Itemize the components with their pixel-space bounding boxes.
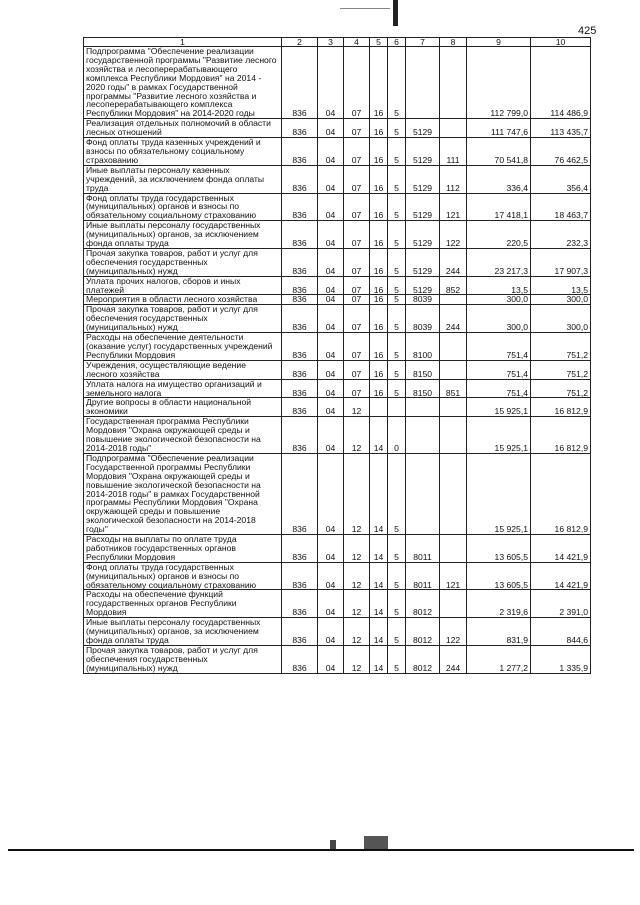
table-row (84, 398, 591, 417)
row-value-cell: 122 (440, 618, 467, 646)
row-name-cell: Уплата налога на имущество организаций и земельного налога (84, 379, 282, 398)
row-value-cell: 2 319,6 (467, 590, 531, 618)
scan-artifact-top (393, 0, 398, 26)
row-name-cell: Расходы на обеспечение функций государственных органов Республики Мордовия (84, 590, 282, 618)
table-row (84, 138, 591, 166)
row-value-cell: 836 (282, 645, 318, 673)
row-value-cell: 16 (370, 305, 388, 333)
row-value-cell: 836 (282, 138, 318, 166)
row-value-cell: 751,4 (467, 379, 531, 398)
table-row (84, 276, 591, 295)
row-value-cell: 04 (318, 305, 344, 333)
row-value-cell: 8039 (406, 305, 440, 333)
row-value-cell: 111 747,6 (467, 119, 531, 138)
row-value-cell: 1 335,9 (531, 645, 591, 673)
table-header (84, 38, 591, 47)
row-value-cell: 12 (344, 398, 370, 417)
row-value-cell: 16 (370, 276, 388, 295)
table-row (84, 193, 591, 221)
row-value-cell: 04 (318, 360, 344, 379)
row-value-cell: 114 486,9 (531, 47, 591, 119)
row-value-cell: 356,4 (531, 165, 591, 193)
row-value-cell: 13 605,5 (467, 535, 531, 563)
row-value-cell: 13,5 (467, 276, 531, 295)
row-value-cell (440, 295, 467, 305)
row-value-cell: 5 (388, 295, 406, 305)
row-name-cell: Фонд оплаты труда государственных (муниципальных) органов и взносы по обязательному социальному страхованию (84, 193, 282, 221)
row-value-cell: 16 (370, 165, 388, 193)
row-value-cell: 15 925,1 (467, 398, 531, 417)
row-value-cell: 04 (318, 221, 344, 249)
row-value-cell: 04 (318, 453, 344, 534)
row-value-cell: 07 (344, 305, 370, 333)
row-value-cell: 244 (440, 305, 467, 333)
row-value-cell: 76 462,5 (531, 138, 591, 166)
row-value-cell: 07 (344, 248, 370, 276)
budget-table (83, 37, 591, 674)
row-value-cell: 5129 (406, 248, 440, 276)
row-value-cell: 16 (370, 379, 388, 398)
row-value-cell: 836 (282, 453, 318, 534)
row-value-cell: 0 (388, 417, 406, 454)
row-name-cell: Реализация отдельных полномочий в области лесных отношений (84, 119, 282, 138)
row-value-cell: 04 (318, 47, 344, 119)
row-value-cell (440, 417, 467, 454)
scan-artifact-bottom (364, 836, 388, 849)
row-value-cell: 5129 (406, 138, 440, 166)
row-value-cell: 12 (344, 453, 370, 534)
row-value-cell: 8150 (406, 360, 440, 379)
row-value-cell (440, 47, 467, 119)
row-name-cell: Фонд оплаты труда государственных (муниципальных) органов и взносы по обязательному социальному страхованию (84, 562, 282, 590)
row-value-cell: 5129 (406, 221, 440, 249)
row-value-cell: 1 277,2 (467, 645, 531, 673)
row-value-cell: 5 (388, 47, 406, 119)
row-value-cell: 844,6 (531, 618, 591, 646)
col-header: 5 (370, 38, 388, 47)
row-value-cell: 111 (440, 138, 467, 166)
row-value-cell: 836 (282, 590, 318, 618)
row-name-cell: Иные выплаты персоналу государственных (муниципальных) органов, за исключением фонда оплаты труда (84, 221, 282, 249)
row-value-cell: 300,0 (531, 305, 591, 333)
row-value-cell: 04 (318, 535, 344, 563)
row-name-cell: Прочая закупка товаров, работ и услуг для обеспечения государственных (муниципальных) нужд (84, 248, 282, 276)
row-value-cell: 836 (282, 398, 318, 417)
table-row (84, 295, 591, 305)
row-value-cell: 16 (370, 295, 388, 305)
row-value-cell: 5 (388, 193, 406, 221)
row-value-cell: 8011 (406, 562, 440, 590)
row-value-cell: 5 (388, 138, 406, 166)
row-value-cell: 07 (344, 360, 370, 379)
row-value-cell: 8150 (406, 379, 440, 398)
row-value-cell (406, 47, 440, 119)
row-value-cell: 300,0 (467, 305, 531, 333)
page-bottom-rule (8, 849, 634, 851)
row-value-cell: 13,5 (531, 276, 591, 295)
row-value-cell: 04 (318, 590, 344, 618)
table-row (84, 248, 591, 276)
row-value-cell (370, 398, 388, 417)
row-value-cell: 836 (282, 119, 318, 138)
row-name-cell: Иные выплаты персоналу казенных учреждений, за исключением фонда оплаты труда (84, 165, 282, 193)
row-value-cell (388, 398, 406, 417)
row-value-cell: 751,2 (531, 379, 591, 398)
row-name-cell: Иные выплаты персоналу государственных (муниципальных) органов, за исключением фонда оплаты труда (84, 618, 282, 646)
row-value-cell: 07 (344, 119, 370, 138)
row-value-cell: 121 (440, 193, 467, 221)
row-value-cell: 5129 (406, 165, 440, 193)
row-value-cell: 836 (282, 276, 318, 295)
row-value-cell: 5 (388, 618, 406, 646)
row-value-cell: 112 (440, 165, 467, 193)
row-value-cell: 07 (344, 295, 370, 305)
row-value-cell: 5 (388, 535, 406, 563)
row-value-cell: 15 925,1 (467, 417, 531, 454)
row-value-cell (440, 333, 467, 361)
row-value-cell: 751,2 (531, 333, 591, 361)
row-value-cell: 300,0 (467, 295, 531, 305)
row-value-cell: 836 (282, 417, 318, 454)
row-value-cell: 836 (282, 618, 318, 646)
row-value-cell: 23 217,3 (467, 248, 531, 276)
row-value-cell: 232,3 (531, 221, 591, 249)
row-value-cell: 5 (388, 562, 406, 590)
row-value-cell: 15 925,1 (467, 453, 531, 534)
row-value-cell: 836 (282, 248, 318, 276)
row-value-cell (440, 535, 467, 563)
table-row (84, 618, 591, 646)
row-name-cell: Прочая закупка товаров, работ и услуг для обеспечения государственных (муниципальных) нужд (84, 305, 282, 333)
row-value-cell: 836 (282, 295, 318, 305)
row-value-cell: 04 (318, 398, 344, 417)
row-value-cell: 8011 (406, 535, 440, 563)
col-header: 3 (318, 38, 344, 47)
row-value-cell: 14 (370, 562, 388, 590)
row-value-cell: 836 (282, 165, 318, 193)
row-value-cell: 17 418,1 (467, 193, 531, 221)
row-value-cell: 14 (370, 453, 388, 534)
row-value-cell: 18 463,7 (531, 193, 591, 221)
row-value-cell: 851 (440, 379, 467, 398)
row-value-cell (406, 398, 440, 417)
row-name-cell: Государственная программа Республики Мордовия "Охрана окружающей среды и повышение экологической безопасности на 2014-2018 годы" (84, 417, 282, 454)
row-value-cell: 836 (282, 535, 318, 563)
row-value-cell: 751,4 (467, 333, 531, 361)
row-value-cell: 5 (388, 248, 406, 276)
col-header: 1 (84, 38, 282, 47)
row-value-cell: 07 (344, 193, 370, 221)
row-value-cell: 112 799,0 (467, 47, 531, 119)
table-row (84, 305, 591, 333)
row-value-cell: 16 (370, 333, 388, 361)
row-value-cell: 852 (440, 276, 467, 295)
row-value-cell (440, 398, 467, 417)
row-value-cell (440, 360, 467, 379)
row-value-cell: 04 (318, 618, 344, 646)
row-value-cell: 04 (318, 193, 344, 221)
row-value-cell: 8012 (406, 645, 440, 673)
row-value-cell: 5 (388, 645, 406, 673)
row-name-cell: Подпрограмма "Обеспечение реализации государственной программы "Развитие лесного хозяйства и лесоперерабатывающего комплекса Республики Мордовия" на 2014 - 2020 годы" в рамках Государственной программы "Развитие лесного хозяйства и лесоперерабатывающего комплекса Республики Мордовия" на 2014-2020 годы (84, 47, 282, 119)
row-value-cell: 8012 (406, 618, 440, 646)
row-value-cell: 751,4 (467, 360, 531, 379)
row-value-cell: 17 907,3 (531, 248, 591, 276)
row-value-cell: 831,9 (467, 618, 531, 646)
table-row (84, 535, 591, 563)
row-name-cell: Мероприятия в области лесного хозяйства (84, 295, 282, 305)
row-value-cell: 16 (370, 360, 388, 379)
row-value-cell: 8100 (406, 333, 440, 361)
row-value-cell: 836 (282, 305, 318, 333)
row-value-cell: 336,4 (467, 165, 531, 193)
row-value-cell: 5 (388, 305, 406, 333)
row-value-cell (440, 453, 467, 534)
row-value-cell: 04 (318, 138, 344, 166)
row-value-cell: 16 812,9 (531, 398, 591, 417)
row-value-cell: 836 (282, 47, 318, 119)
col-header: 2 (282, 38, 318, 47)
row-value-cell: 244 (440, 645, 467, 673)
row-value-cell: 04 (318, 295, 344, 305)
row-value-cell: 836 (282, 221, 318, 249)
row-value-cell: 751,2 (531, 360, 591, 379)
row-value-cell: 04 (318, 562, 344, 590)
row-value-cell: 5 (388, 333, 406, 361)
row-name-cell: Фонд оплаты труда казенных учреждений и взносы по обязательному социальному страхованию (84, 138, 282, 166)
row-value-cell: 5129 (406, 193, 440, 221)
row-value-cell: 70 541,8 (467, 138, 531, 166)
row-value-cell: 5 (388, 590, 406, 618)
table-row (84, 221, 591, 249)
row-value-cell (406, 453, 440, 534)
row-value-cell: 836 (282, 379, 318, 398)
row-name-cell: Другие вопросы в области национальной экономики (84, 398, 282, 417)
row-value-cell: 5 (388, 453, 406, 534)
row-value-cell: 836 (282, 333, 318, 361)
row-value-cell: 12 (344, 645, 370, 673)
table-body (84, 47, 591, 674)
table-row (84, 119, 591, 138)
row-value-cell (406, 417, 440, 454)
row-value-cell: 300,0 (531, 295, 591, 305)
row-value-cell (440, 119, 467, 138)
row-name-cell: Прочая закупка товаров, работ и услуг для обеспечения государственных (муниципальных) нужд (84, 645, 282, 673)
row-value-cell: 14 421,9 (531, 535, 591, 563)
row-value-cell: 14 421,9 (531, 562, 591, 590)
row-value-cell: 12 (344, 590, 370, 618)
row-value-cell: 16 (370, 193, 388, 221)
row-value-cell: 04 (318, 379, 344, 398)
page-number: 425 (578, 25, 597, 37)
row-value-cell: 836 (282, 360, 318, 379)
row-value-cell: 07 (344, 276, 370, 295)
table-row (84, 333, 591, 361)
row-value-cell: 16 (370, 221, 388, 249)
table-row (84, 379, 591, 398)
row-value-cell: 07 (344, 333, 370, 361)
row-value-cell: 5129 (406, 119, 440, 138)
row-value-cell: 04 (318, 165, 344, 193)
row-value-cell: 04 (318, 333, 344, 361)
row-name-cell: Учреждения, осуществляющие ведение лесного хозяйства (84, 360, 282, 379)
row-value-cell: 113 435,7 (531, 119, 591, 138)
row-value-cell: 16 812,9 (531, 417, 591, 454)
row-value-cell: 14 (370, 618, 388, 646)
row-name-cell: Подпрограмма "Обеспечение реализации Государственной программы Республики Мордовия "Охрана окружающей среды и повышение экологической безопасности на 2014-2018 годы" в рамках Государственной программы Республики Мордовия "Охрана окружающей среды и повышение экологической безопасности на 2014-2018 годы" (84, 453, 282, 534)
table-row (84, 417, 591, 454)
col-header: 10 (531, 38, 591, 47)
col-header: 6 (388, 38, 406, 47)
row-name-cell: Уплата прочих налогов, сборов и иных платежей (84, 276, 282, 295)
row-value-cell: 8039 (406, 295, 440, 305)
row-value-cell: 16 (370, 47, 388, 119)
row-value-cell: 16 (370, 138, 388, 166)
row-value-cell: 04 (318, 645, 344, 673)
row-value-cell: 14 (370, 590, 388, 618)
col-header: 4 (344, 38, 370, 47)
row-value-cell: 5 (388, 379, 406, 398)
row-value-cell: 121 (440, 562, 467, 590)
row-value-cell: 5 (388, 165, 406, 193)
row-value-cell: 07 (344, 379, 370, 398)
row-value-cell: 5 (388, 119, 406, 138)
col-header: 7 (406, 38, 440, 47)
col-header: 8 (440, 38, 467, 47)
row-value-cell: 5 (388, 221, 406, 249)
row-value-cell: 5 (388, 360, 406, 379)
row-value-cell: 16 812,9 (531, 453, 591, 534)
row-name-cell: Расходы на обеспечение деятельности (оказание услуг) государственных учреждений Республики Мордовия (84, 333, 282, 361)
row-value-cell: 220,5 (467, 221, 531, 249)
row-value-cell: 13 605,5 (467, 562, 531, 590)
row-value-cell: 07 (344, 165, 370, 193)
row-value-cell: 16 (370, 119, 388, 138)
row-value-cell: 8012 (406, 590, 440, 618)
scan-artifact-top-thin (340, 8, 390, 9)
row-value-cell: 07 (344, 138, 370, 166)
row-name-cell: Расходы на выплаты по оплате труда работников государственных органов Республики Мордовия (84, 535, 282, 563)
row-value-cell: 12 (344, 535, 370, 563)
row-value-cell: 122 (440, 221, 467, 249)
col-header: 9 (467, 38, 531, 47)
row-value-cell: 12 (344, 417, 370, 454)
row-value-cell: 2 391,0 (531, 590, 591, 618)
row-value-cell: 12 (344, 618, 370, 646)
row-value-cell: 16 (370, 248, 388, 276)
row-value-cell: 14 (370, 645, 388, 673)
row-value-cell: 04 (318, 119, 344, 138)
row-value-cell: 14 (370, 417, 388, 454)
row-value-cell: 12 (344, 562, 370, 590)
row-value-cell: 836 (282, 562, 318, 590)
scan-artifact-bottom-2 (330, 840, 336, 849)
row-value-cell: 04 (318, 276, 344, 295)
table-row (84, 562, 591, 590)
table-row (84, 360, 591, 379)
row-value-cell: 07 (344, 221, 370, 249)
row-value-cell: 04 (318, 417, 344, 454)
row-value-cell: 244 (440, 248, 467, 276)
row-value-cell: 5129 (406, 276, 440, 295)
row-value-cell: 04 (318, 248, 344, 276)
table-row (84, 165, 591, 193)
table-row (84, 453, 591, 534)
table-row (84, 47, 591, 119)
row-value-cell: 836 (282, 193, 318, 221)
table-row (84, 645, 591, 673)
table-row (84, 590, 591, 618)
row-value-cell: 07 (344, 47, 370, 119)
row-value-cell: 14 (370, 535, 388, 563)
row-value-cell (440, 590, 467, 618)
row-value-cell: 5 (388, 276, 406, 295)
